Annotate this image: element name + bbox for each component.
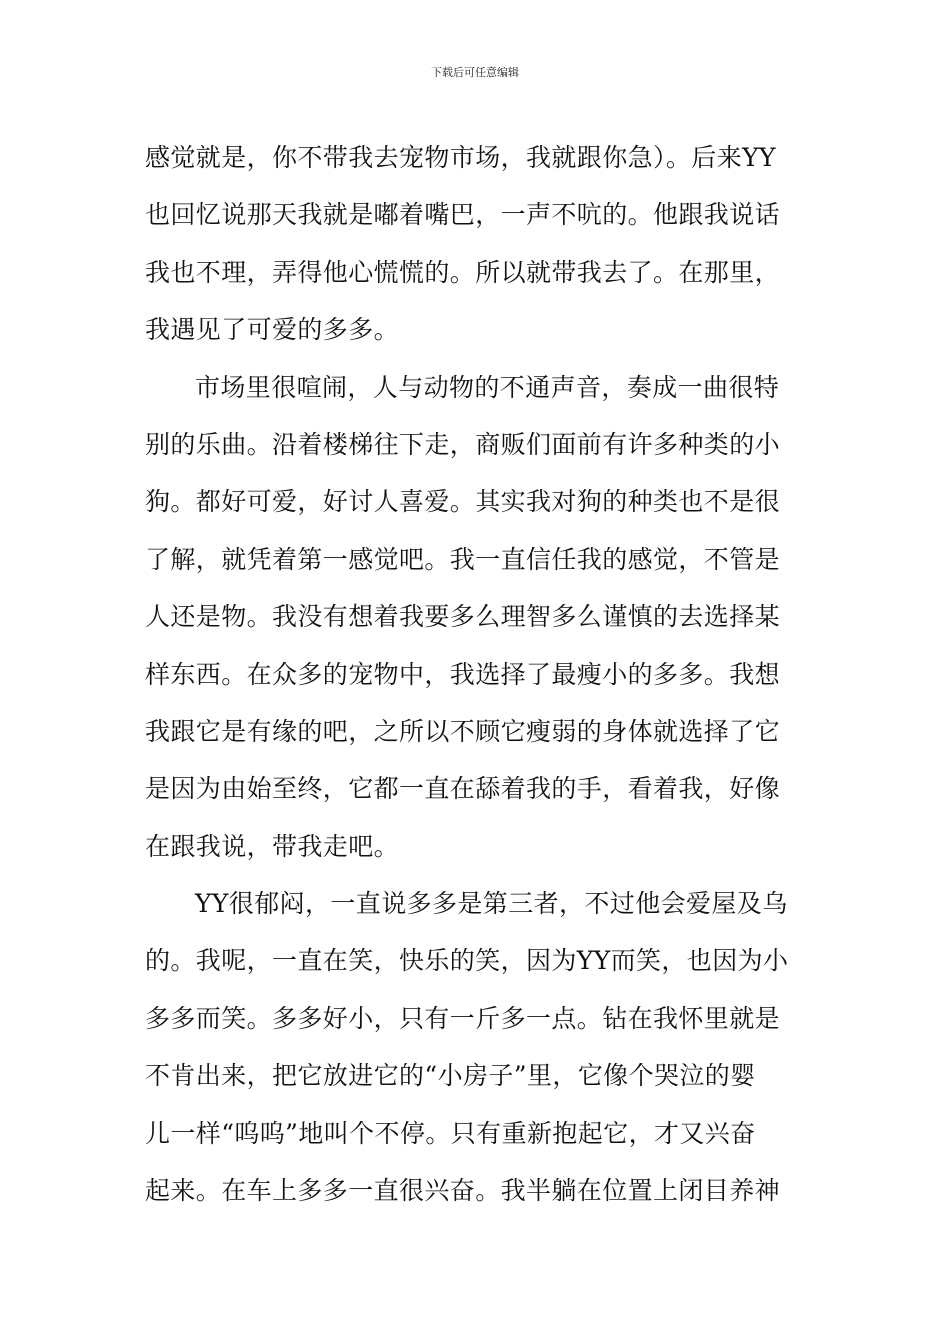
text-line: 了解，就凭着第一感觉吧。我一直信任我的感觉，不管是: [145, 544, 781, 574]
text-line: 儿一样“呜呜”地叫个不停。只有重新抱起它，才又兴奋: [145, 1118, 756, 1148]
text-line: 人还是物。我没有想着我要多么理智多么谨慎的去选择某: [145, 602, 781, 632]
text-line: 起来。在车上多多一直很兴奋。我半躺在位置上闭目养神: [145, 1176, 781, 1206]
text-line: 别的乐曲。沿着楼梯往下走，商贩们面前有许多种类的小: [145, 429, 781, 459]
text-line: 在跟我说，带我走吧。: [145, 831, 400, 861]
text-line: 我跟它是有缘的吧，之所以不顾它瘦弱的身体就选择了它: [145, 716, 781, 746]
paragraph-1: [145, 129, 810, 359]
text-line: 的。我呢，一直在笑，快乐的笑，因为YY而笑，也因为小: [145, 946, 789, 976]
text-line: YY很郁闷，一直说多多是第三者，不过他会爱屋及乌: [195, 889, 788, 919]
paragraph-2: [145, 359, 810, 876]
page-header: 下载后可任意编辑: [431, 66, 519, 79]
text-line: 不肯出来，把它放进它的“小房子”里，它像个哭泣的婴: [145, 1061, 756, 1091]
text-line: 样东西。在众多的宠物中，我选择了最瘦小的多多。我想: [145, 659, 781, 689]
text-line: 我遇见了可爱的多多。: [145, 315, 400, 345]
text-line: 多多而笑。多多好小，只有一斤多一点。钻在我怀里就是: [145, 1003, 781, 1033]
paragraph-3: [145, 875, 810, 1219]
text-line: 狗。都好可爱，好讨人喜爱。其实我对狗的种类也不是很: [145, 487, 781, 517]
text-line: 也回忆说那天我就是嘟着嘴巴，一声不吭的。他跟我说话: [145, 200, 781, 230]
text-line: 市场里很喧闹，人与动物的不通声音，奏成一曲很特: [195, 372, 780, 402]
document-body: [145, 129, 810, 1219]
text-line: 感觉就是，你不带我去宠物市场，我就跟你急）。后来YY: [145, 143, 776, 172]
text-line: 是因为由始至终，它都一直在舔着我的手，看着我，好像: [145, 774, 781, 804]
text-line: 我也不理，弄得他心慌慌的。所以就带我去了。在那里，: [145, 257, 781, 287]
